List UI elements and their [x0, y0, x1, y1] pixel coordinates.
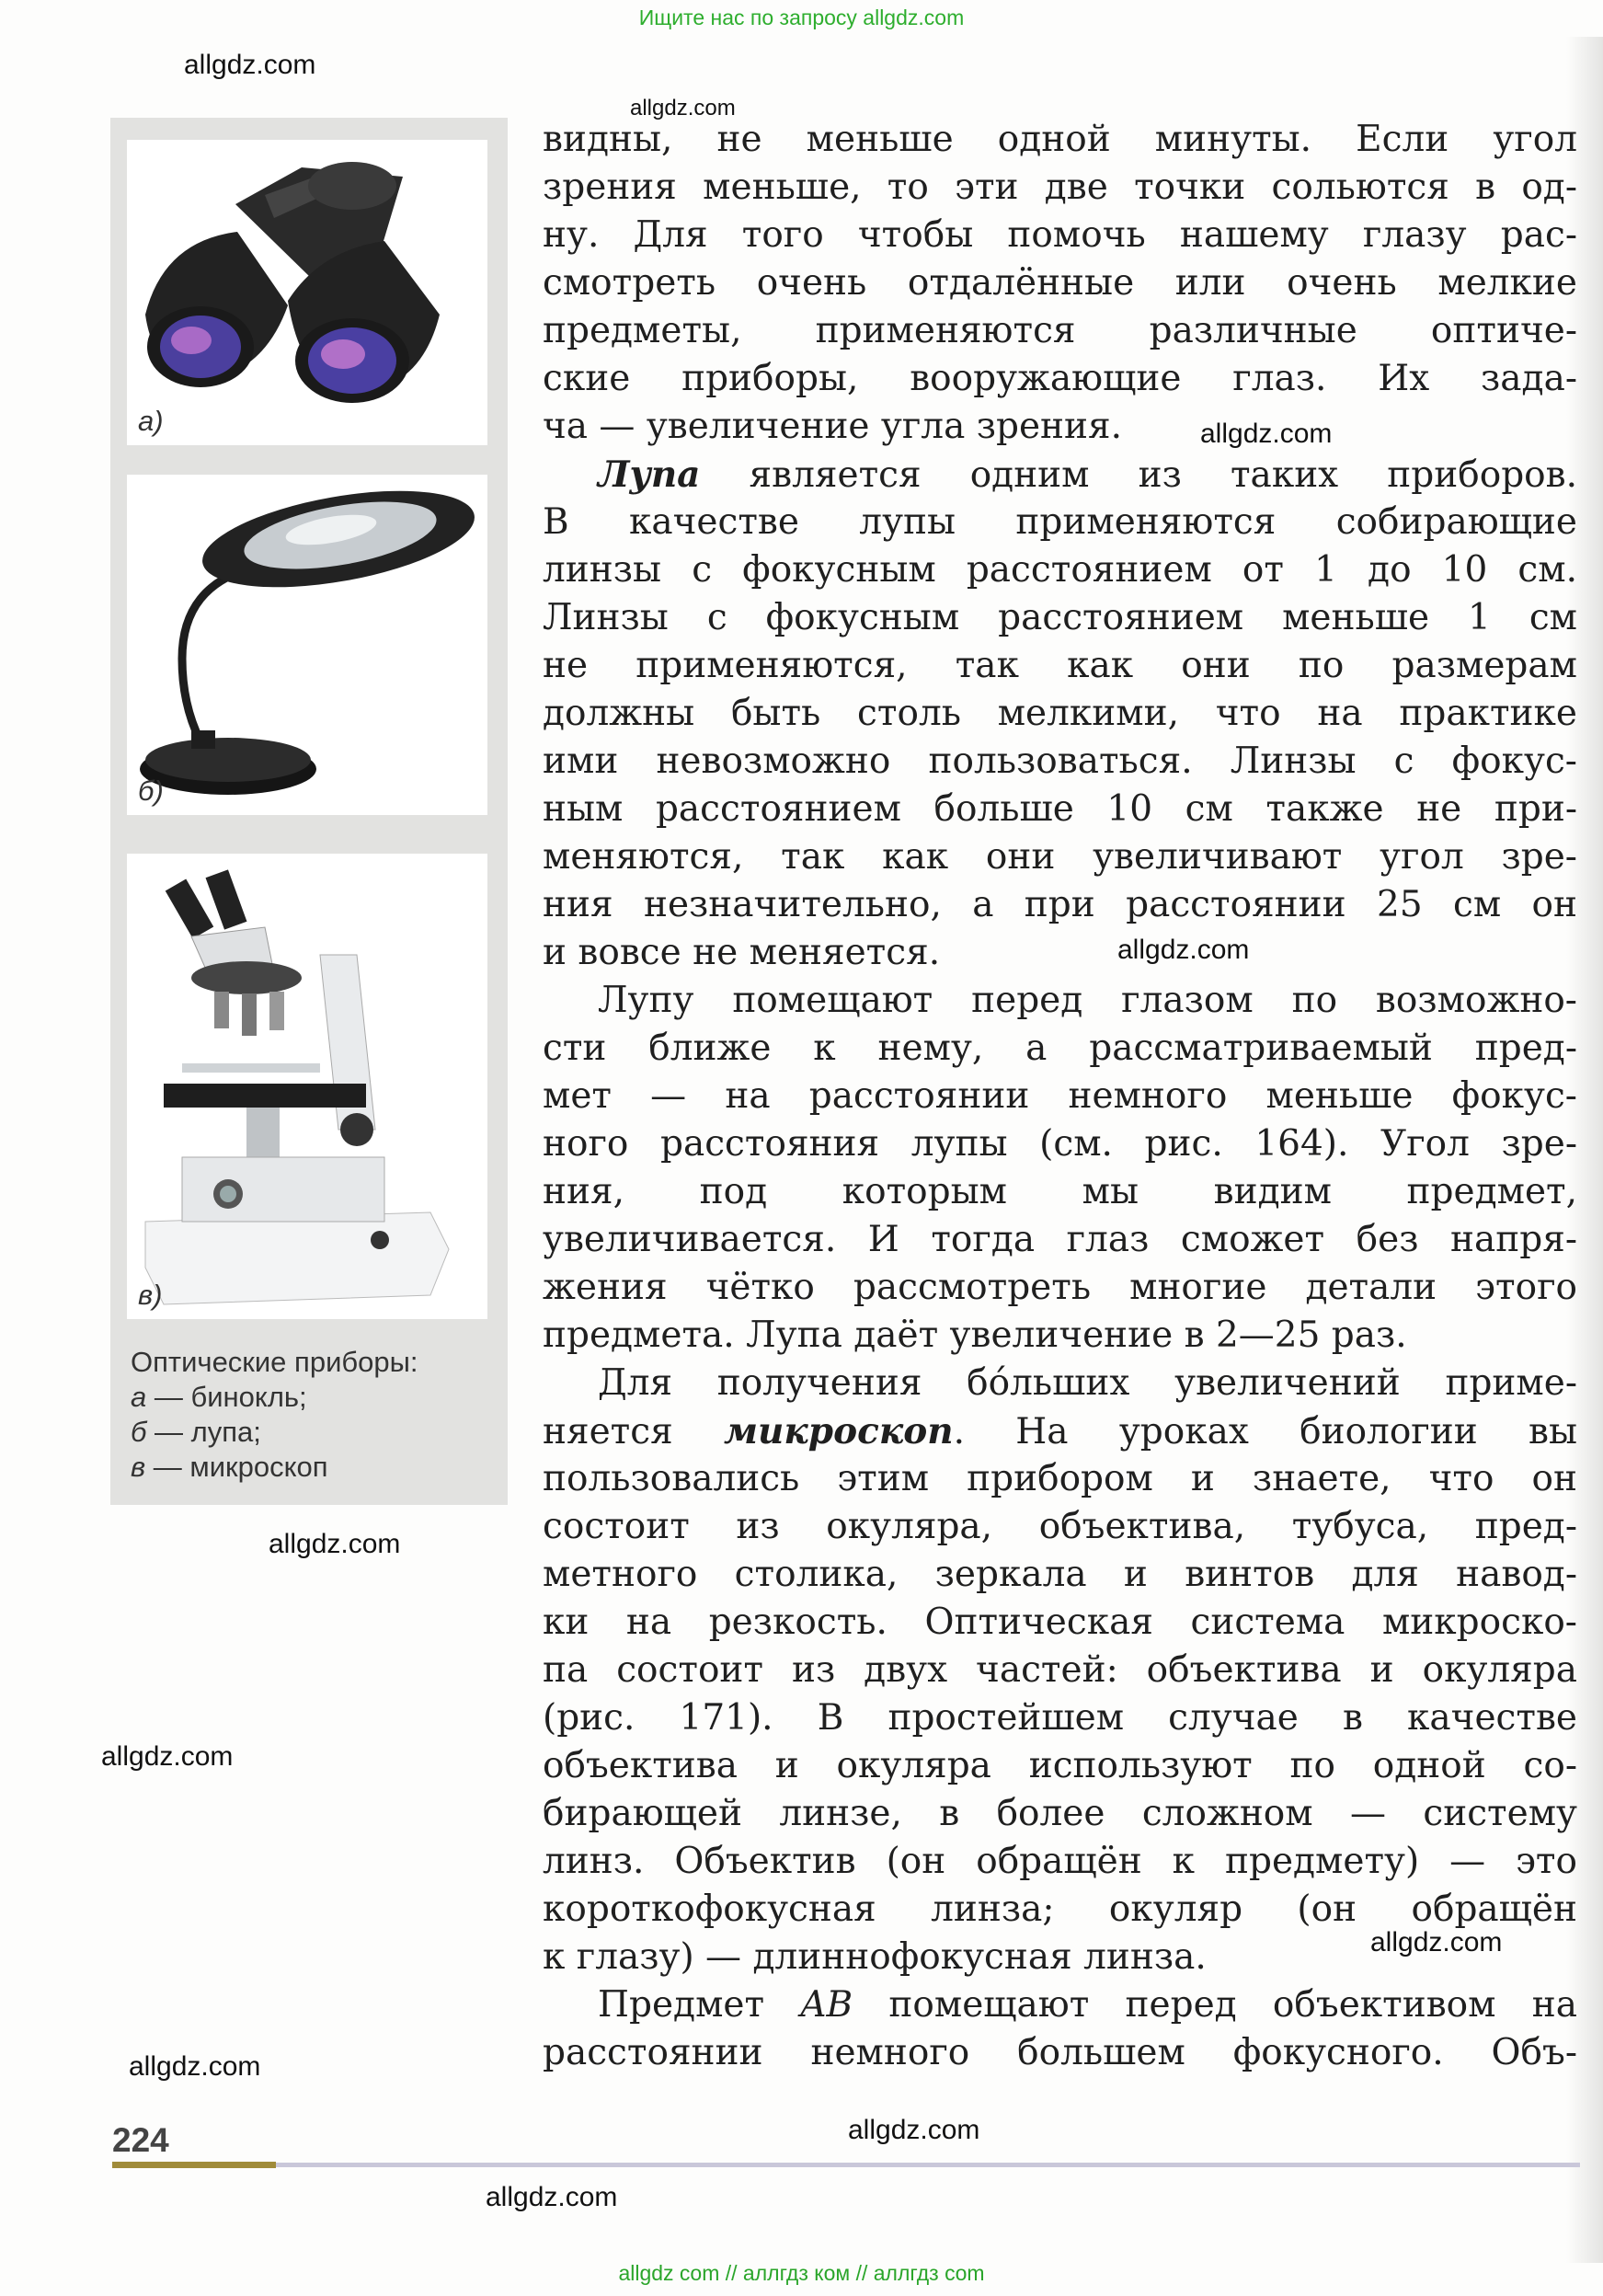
caption-item: а — бинокль; [131, 1381, 307, 1413]
text-line: увеличивается. И тогда глаз сможет без напря- [543, 1219, 1577, 1260]
footer-rule [276, 2163, 1580, 2167]
text-line: видны, не меньше одной минуты. Если угол [543, 119, 1577, 160]
text-line: объектива и окуляра используют по одной со- [543, 1745, 1577, 1786]
text-line: к глазу) — длиннофокусная линза. [543, 1936, 1207, 1978]
microscope-icon [127, 854, 487, 1319]
text-line: ния незначительно, а при расстоянии 25 см он [543, 884, 1577, 925]
bottom-banner[interactable]: allgdz com // аллгдз ком // аллгдз com [618, 2261, 985, 2285]
watermark: allgdz.com [1117, 935, 1250, 965]
text-line: ным расстоянием больше 10 см также не при- [543, 788, 1577, 830]
text-line: Лупу помещают перед глазом по возможно- [598, 980, 1577, 1021]
text-line: зрения меньше, то эти две точки сольются в од- [543, 166, 1577, 208]
watermark: allgdz.com [630, 96, 736, 121]
term-microscope: микроскоп [723, 1410, 954, 1452]
text-line: ча — увеличение угла зрения. [543, 406, 1123, 447]
text-line: бирающей линзе, в более сложном — систему [543, 1793, 1577, 1834]
text-line: ки на резкость. Оптическая система микроско- [543, 1601, 1577, 1643]
text-line: предмета. Лупа даёт увеличение в 2—25 раз. [543, 1314, 1407, 1356]
watermark: allgdz.com [101, 1741, 234, 1772]
text-line: ного расстояния лупы (см. рис. 164). Угол зре- [543, 1123, 1577, 1165]
footer-rule-accent [112, 2162, 276, 2168]
text-line: состоит из окуляра, объектива, тубуса, пред- [543, 1506, 1577, 1547]
watermark: allgdz.com [269, 1529, 401, 1559]
watermark: allgdz.com [1370, 1927, 1503, 1957]
caption-item: в — микроскоп [131, 1451, 328, 1483]
term-magnifier: Лупа [598, 453, 701, 496]
watermark: allgdz.com [1200, 419, 1333, 449]
watermark: allgdz.com [486, 2182, 618, 2212]
text-line: па состоит из двух частей: объектива и окуляра [543, 1649, 1577, 1691]
caption-item: б — лупа; [131, 1416, 261, 1448]
top-banner[interactable]: Ищите нас по запросу allgdz.com [638, 6, 965, 29]
text-line: пользовались этим прибором и знаете, что он [543, 1458, 1577, 1499]
text-line: В качестве лупы применяются собирающие [543, 501, 1577, 543]
text-line: жения чётко рассмотреть многие детали этого [543, 1267, 1577, 1308]
figure-label-b: б) [138, 775, 164, 807]
text-line: и вовсе не меняется. [543, 932, 941, 973]
watermark: allgdz.com [184, 50, 316, 80]
text-line: Линзы с фокусным расстоянием меньше 1 см [543, 597, 1577, 638]
page-number: 224 [112, 2121, 169, 2159]
text-line: (рис. 171). В простейшем случае в качестве [543, 1697, 1577, 1739]
watermark: allgdz.com [129, 2051, 261, 2082]
magnifier-lamp-icon [127, 475, 487, 815]
figure-caption [131, 1345, 498, 1485]
text-line: предметы, применяются различные оптиче- [543, 310, 1577, 351]
text-line: линзы с фокусным расстоянием от 1 до 10 см. [543, 549, 1577, 591]
figure-sidebar [110, 118, 508, 1505]
text-line: ские приборы, вооружающие глаз. Их зада- [543, 358, 1577, 399]
caption-title: Оптические приборы: [131, 1346, 418, 1378]
text-line: смотреть очень отдалённые или очень мелкие [543, 262, 1577, 304]
text-line: мет — на расстоянии немного меньше фокус- [543, 1075, 1577, 1117]
binoculars-icon [127, 140, 487, 445]
text-line: не применяются, так как они по размерам [543, 645, 1577, 686]
text-line: сти ближе к нему, а рассматриваемый пред- [543, 1027, 1577, 1069]
text-line: Для получения бóльших увеличений приме- [598, 1362, 1577, 1404]
text-line: метного столика, зеркала и винтов для навод- [543, 1554, 1577, 1595]
text-line: меняются, так как они увеличивают угол зре- [543, 836, 1577, 878]
figure-label-a: а) [138, 405, 164, 437]
text-line: должны быть столь мелкими, что на практике [543, 693, 1577, 734]
figure-label-c: в) [138, 1279, 163, 1311]
text-line: линз. Объектив (он обращён к предмету) — это [543, 1841, 1577, 1882]
text-line: ими невозможно пользоваться. Линзы с фокус- [543, 740, 1577, 782]
text-line: Лупа является одним из таких приборов. [598, 453, 1577, 496]
figure-binoculars [127, 140, 487, 445]
text-line: няется микроскоп. На уроках биологии вы [543, 1410, 1577, 1452]
text-line: расстоянии немного большем фокусного. Объ- [543, 2032, 1577, 2073]
text-line: Предмет AB помещают перед объективом на [598, 1984, 1577, 2026]
text-line: ну. Для того чтобы помочь нашему глазу рас- [543, 214, 1577, 256]
main-text [543, 116, 1577, 2077]
text-line: короткофокусная линза; окуляр (он обращён [543, 1888, 1577, 1930]
figure-microscope [127, 854, 487, 1319]
watermark: allgdz.com [848, 2115, 980, 2145]
figure-magnifier [127, 475, 487, 815]
text-line: ния, под которым мы видим предмет, [543, 1171, 1577, 1212]
term-ab: AB [800, 1984, 853, 2026]
